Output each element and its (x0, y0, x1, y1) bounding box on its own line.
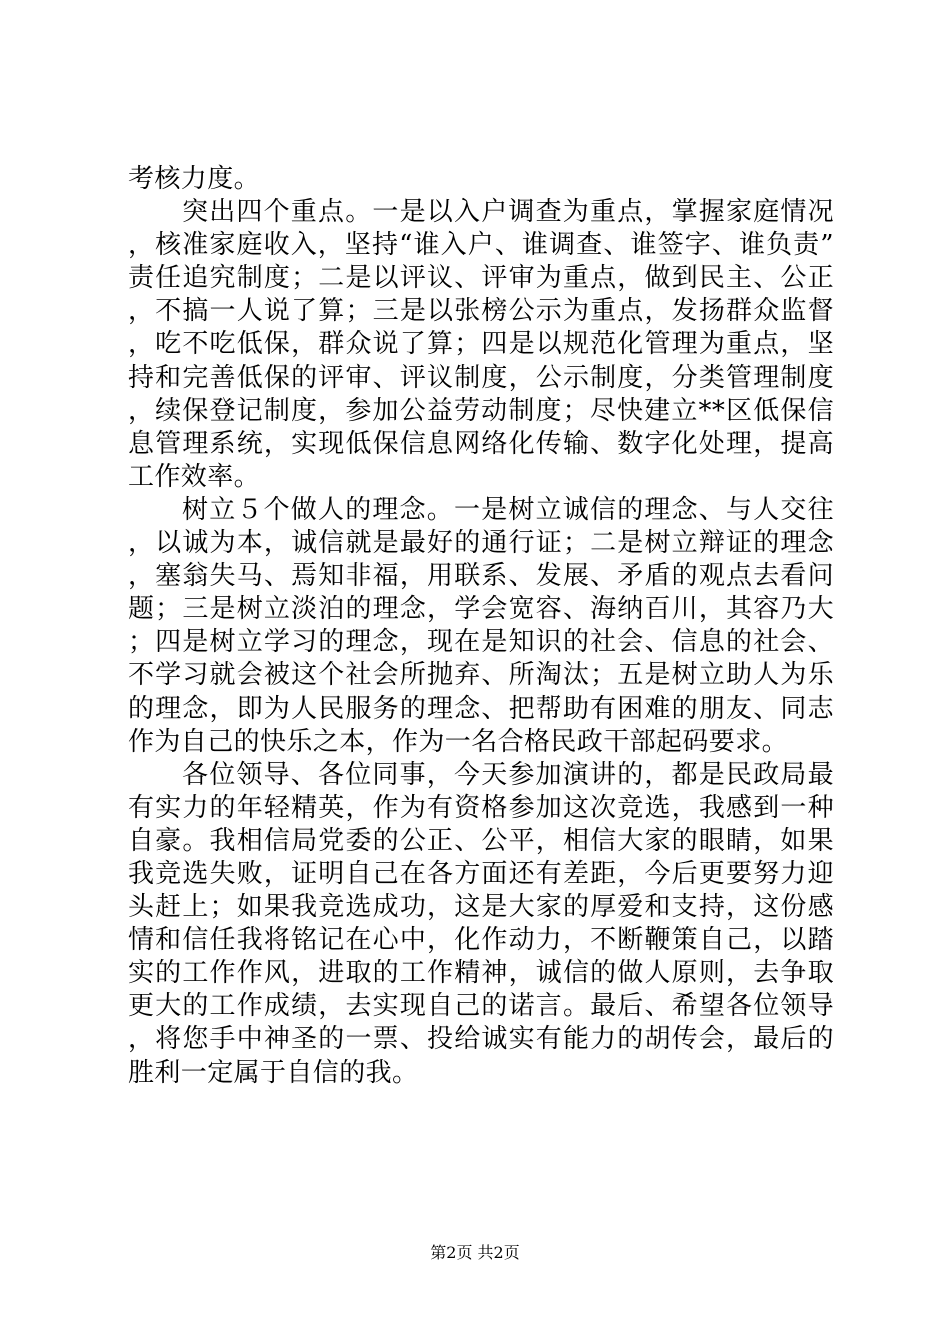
paragraph-closing-remarks: 各位领导、各位同事，今天参加演讲的，都是民政局最有实力的年轻精英，作为有资格参加这次竞选，我感到一种自豪。我相信局党委的公正、公平，相信大家的眼睛，如果我竞选失败，证明自己在各方面还有差距，今后更要努力迎头赶上；如果我竞选成功，这是大家的厚爱和支持，这份感情和信任我将铭记在心中，化作动力，不断鞭策自己，以踏实的工作作风，进取的工作精神，诚信的做人原则，去争取更大的工作成绩，去实现自己的诺言。最后、希望各位领导，将您手中神圣的一票、投给诚实有能力的胡传会，最后的胜利一定属于自信的我。 (128, 759, 834, 1088)
page-number-footer: 第2页 共2页 (430, 1243, 520, 1262)
paragraph-four-key-points: 突出四个重点。一是以入户调查为重点，掌握家庭情况，核准家庭收入，坚持“谁入户、谁调查、谁签字、谁负责”责任追究制度；二是以评议、评审为重点，做到民主、公正，不搞一人说了算；三是以张榜公示为重点，发扬群众监督，吃不吃低保，群众说了算；四是以规范化管理为重点，坚持和完善低保的评审、评议制度，公示制度，分类管理制度，续保登记制度，参加公益劳动制度；尽快建立**区低保信息管理系统，实现低保信息网络化传输、数字化处理，提高工作效率。 (128, 197, 834, 492)
document-body (128, 163, 834, 1090)
paragraph-continuation: 考核力度。 (128, 164, 261, 194)
paragraph-five-principles: 树立５个做人的理念。一是树立诚信的理念、与人交往，以诚为本，诚信就是最好的通行证；二是树立辩证的理念，塞翁失马、焉知非福，用联系、发展、矛盾的观点去看问题；三是树立淡泊的理念，学会宽容、海纳百川，其容乃大；四是树立学习的理念，现在是知识的社会、信息的社会、不学习就会被这个社会所抛弃、所淘汰；五是树立助人为乐的理念，即为人民服务的理念、把帮助有困难的朋友、同志作为自己的快乐之本，作为一名合格民政干部起码要求。 (128, 494, 834, 757)
